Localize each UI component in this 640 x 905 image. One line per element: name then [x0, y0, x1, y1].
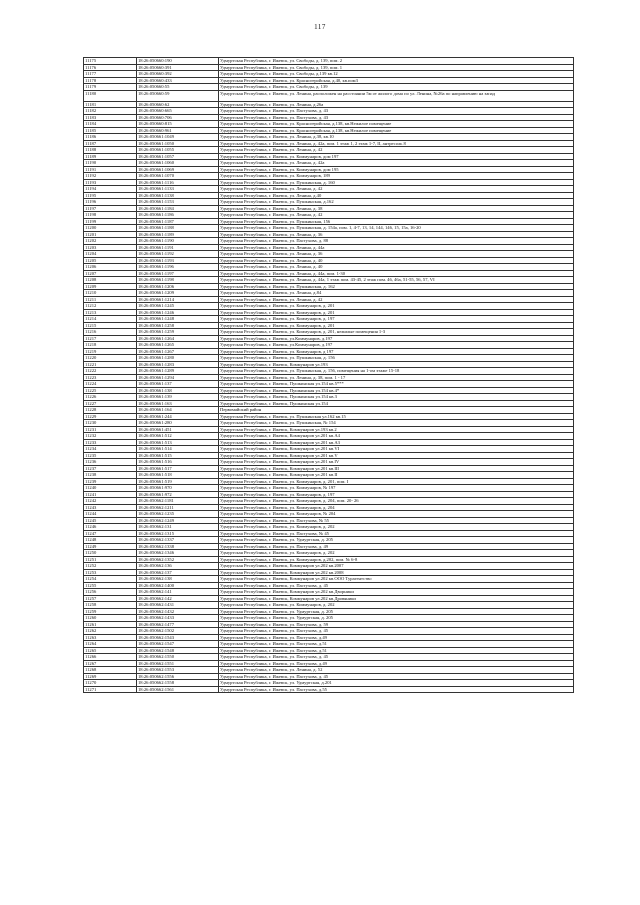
row-number-cell: 11186	[84, 134, 137, 141]
row-number-cell: 11194	[84, 186, 137, 193]
row-number-cell: 11243	[84, 504, 137, 511]
row-number-cell: 11249	[84, 543, 137, 550]
cadastral-number-cell: 18:26:050662:1235	[137, 511, 219, 518]
address-cell: Удмуртская Республика, г. Ижевск, ул. Коммунаров, д. 202	[219, 602, 574, 609]
address-cell: Удмуртская Республика, г. Ижевск, ул. Коммунаров, д. 204	[219, 504, 574, 511]
row-number-cell: 11211	[84, 296, 137, 303]
cadastral-number-cell: 18:26:050662:1433	[137, 615, 219, 622]
row-number-cell: 11197	[84, 205, 137, 212]
cadastral-number-cell: 18:26:050661:1192	[137, 251, 219, 258]
cadastral-number-cell: 18:26:050661:1070	[137, 173, 219, 180]
cadastral-number-cell: 18:26:050660:961	[137, 127, 219, 134]
row-number-cell: 11219	[84, 348, 137, 355]
cadastral-number-cell: 18:26:050661:1138	[137, 192, 219, 199]
address-cell: Удмуртская Республика, г. Ижевск, ул. Коммунаров, д.202, пом. № 6-8	[219, 556, 574, 563]
row-number-cell: 11259	[84, 608, 137, 615]
row-number-cell: 11251	[84, 556, 137, 563]
row-number-cell: 11196	[84, 199, 137, 206]
address-cell: Удмуртская Республика, г. Ижевск, Коммунаров ул.202 кв.2008	[219, 569, 574, 576]
address-cell: Удмуртская Республика, г. Ижевск, ул. Коммунаров, д. 201, нежилые помещения 1-3	[219, 329, 574, 336]
address-cell: Удмуртская Республика, г. Ижевск, Коммунаров ул.201 кв.А4	[219, 433, 574, 440]
cadastral-number-cell: 18:26:050662:138	[137, 576, 219, 583]
row-number-cell: 11188	[84, 147, 137, 154]
address-cell: Удмуртская Республика, г. Ижевск, ул. Ленина, д. 42	[219, 186, 574, 193]
cadastral-number-cell: 18:26:050661:1214	[137, 296, 219, 303]
address-cell: Удмуртская Республика, г. Ижевск, ул. Удмуртская, д. 205	[219, 537, 574, 544]
cadastral-number-cell: 18:26:050661:517	[137, 465, 219, 472]
address-cell: Удмуртская Республика, г. Ижевск, ул.Коммунаров, д.197	[219, 335, 574, 342]
row-number-cell: 11222	[84, 368, 137, 375]
row-number-cell: 11232	[84, 433, 137, 440]
cadastral-number-cell: 18:26:050661:451	[137, 426, 219, 433]
address-cell: Удмуртская Республика, г. Ижевск, ул. Свободы, д. 139, пом. 1	[219, 64, 574, 71]
cadastral-number-cell: 18:26:050662:1400	[137, 582, 219, 589]
address-cell: Удмуртская Республика, г. Ижевск, Коммунаров ул.193 кв.2	[219, 426, 574, 433]
cadastral-number-cell: 18:26:050661:1267	[137, 348, 219, 355]
cadastral-number-cell: 18:26:050662:1315	[137, 530, 219, 537]
row-number-cell: 11242	[84, 498, 137, 505]
row-number-cell: 11200	[84, 225, 137, 232]
address-cell: Удмуртская Республика, г. Ижевск, ул. Пастухова, д. 45	[219, 654, 574, 661]
cadastral-number-cell: 18:26:050662:1558	[137, 680, 219, 687]
row-number-cell: 11214	[84, 316, 137, 323]
address-cell: Удмуртская Республика, г. Ижевск, ул. Ленина, д. 42	[219, 147, 574, 154]
cadastral-number-cell: 18:26:050661:514	[137, 446, 219, 453]
cadastral-number-cell: 18:26:050662:137	[137, 569, 219, 576]
address-cell: Удмуртская Республика, г. Ижевск, ул. Свободы, д.139 кв.12	[219, 71, 574, 78]
address-cell: Удмуртская Республика, г. Ижевск, ул. Пушкинская, д. 154а, пом. 1, 4-7, 13, 14, 144, 146, 15, 15а, 16-20	[219, 225, 574, 232]
row-number-cell: 11190	[84, 160, 137, 167]
address-cell: Удмуртская Республика, г. Ижевск, Коммунаров ул.202 кв.2007	[219, 563, 574, 570]
cadastral-number-cell: 18:26:050661:1060	[137, 160, 219, 167]
cadastral-number-cell: 18:26:050661:970	[137, 485, 219, 492]
cadastral-number-cell: 18:26:050662:1561	[137, 686, 219, 693]
row-number-cell: 11176	[84, 64, 137, 71]
row-number-cell: 11203	[84, 244, 137, 251]
address-cell: Удмуртская Республика, г. Ижевск, Коммунаров ул.202 кв.Дровяники	[219, 595, 574, 602]
address-cell: Удмуртская Республика, г. Ижевск, ул. Ленина, д. 42а	[219, 160, 574, 167]
cadastral-number-cell: 18:26:050662:1547	[137, 641, 219, 648]
cadastral-number-cell: 18:26:050660:433	[137, 77, 219, 84]
address-cell: Удмуртская Республика, г. Ижевск, ул. Коммунаров, д. 202	[219, 524, 574, 531]
address-cell: Удмуртская Республика, г. Ижевск, ул. Ленина, д.26а	[219, 101, 574, 108]
address-cell: Удмуртская Республика, г. Ижевск, Коммунаров ул.202 кв.Дворники	[219, 589, 574, 596]
row-number-cell: 11233	[84, 439, 137, 446]
row-number-cell: 11210	[84, 290, 137, 297]
cadastral-number-cell: 18:26:050661:1280	[137, 355, 219, 362]
row-number-cell: 11228	[84, 407, 137, 414]
row-number-cell: 11215	[84, 322, 137, 329]
address-cell: Удмуртская Республика, г. Ижевск, ул. Ленина, д. 52	[219, 667, 574, 674]
address-cell: Удмуртская Республика, г. Ижевск, ул. Ленина, д. 44а, 1 этаж пом. 43-45, 2 этаж пом. 46, 46а, 51-55, 56, 57, VI	[219, 277, 574, 284]
address-cell: Удмуртская Республика, г. Ижевск, ул. Ленина, д. 42а, пом. 1 этаж 1, 2 этаж 1-7, II, антресоль 8	[219, 140, 574, 147]
cadastral-number-cell: 18:26:050660:190	[137, 58, 219, 65]
cadastral-number-cell: 18:26:050662:1550	[137, 654, 219, 661]
address-cell: Удмуртская Республика, г. Ижевск, ул. Удмуртская, д. 205	[219, 608, 574, 615]
address-cell: Удмуртская Республика, г. Ижевск, Коммунаров ул.201 кв.IV	[219, 459, 574, 466]
address-cell: Удмуртская Республика, г. Ижевск, ул. Ленина, д.40	[219, 192, 574, 199]
row-number-cell: 11223	[84, 374, 137, 381]
address-cell: Удмуртская Республика, г. Ижевск, ул. Ленина, д. 42	[219, 212, 574, 219]
address-cell: Удмуртская Республика, г. Ижевск, ул. Свободы, д. 139	[219, 84, 574, 91]
row-number-cell: 11216	[84, 329, 137, 336]
cadastral-number-cell: 18:26:050661:1133	[137, 186, 219, 193]
row-number-cell: 11260	[84, 615, 137, 622]
cadastral-number-cell: 18:26:050660:59	[137, 90, 219, 101]
row-number-cell: 11246	[84, 524, 137, 531]
address-cell: Удмуртская Республика, г. Ижевск, ул. Красногеройская, д.138, кв.Нежилое помещение	[219, 127, 574, 134]
address-cell: Удмуртская Республика, г. Ижевск, ул. Пастухова, д. 88	[219, 238, 574, 245]
cadastral-number-cell: 18:26:050662:1249	[137, 517, 219, 524]
row-number-cell: 11257	[84, 595, 137, 602]
cadastral-number-cell: 18:26:050661:139	[137, 394, 219, 401]
address-cell: Удмуртская Республика, г. Ижевск, Пушкинская ул.154 кв.3	[219, 394, 574, 401]
cadastral-number-cell: 18:26:050662:1432	[137, 608, 219, 615]
row-number-cell: 11252	[84, 563, 137, 570]
address-cell: Удмуртская Республика, г. Ижевск, ул. Ленина, д. 42	[219, 296, 574, 303]
cadastral-number-cell: 18:26:050661:1294	[137, 374, 219, 381]
row-number-cell: 11237	[84, 465, 137, 472]
address-cell: Удмуртская Республика, г. Ижевск, ул. Коммунаров, д. 202	[219, 550, 574, 557]
address-cell: Удмуртская Республика, г. Ижевск, ул. Коммунаров, д. 197	[219, 491, 574, 498]
cadastral-number-cell: 18:26:050660:62	[137, 101, 219, 108]
row-number-cell: 11205	[84, 257, 137, 264]
row-number-cell: 11187	[84, 140, 137, 147]
address-cell: Удмуртская Республика, г. Ижевск, ул. Пастухова, д.51	[219, 647, 574, 654]
row-number-cell: 11241	[84, 491, 137, 498]
row-number-cell: 11217	[84, 335, 137, 342]
cadastral-number-cell: 18:26:050662:1338	[137, 543, 219, 550]
cadastral-number-cell: 18:26:050661:1188	[137, 225, 219, 232]
row-number-cell: 11270	[84, 680, 137, 687]
cadastral-number-cell: 18:26:050661:1264	[137, 335, 219, 342]
cadastral-number-cell: 18:26:050662:131	[137, 524, 219, 531]
cadastral-number-cell: 18:26:050661:1259	[137, 329, 219, 336]
cadastral-number-cell: 18:26:050662:1346	[137, 550, 219, 557]
address-cell: Удмуртская Республика, г. Ижевск, ул. Пастухова, д. 49	[219, 543, 574, 550]
address-cell: Удмуртская Республика, г. Ижевск, ул. Красногеройская, д.138, кв.Нежилое помещение	[219, 121, 574, 128]
address-cell: Удмуртская Республика, г. Ижевск, ул. Ленина, д. 38	[219, 205, 574, 212]
row-number-cell: 11221	[84, 361, 137, 368]
address-cell: Удмуртская Республика, г. Ижевск, ул. Коммунаров, д. 204, пом. 20- 26	[219, 498, 574, 505]
cadastral-number-cell: 18:26:050661:164	[137, 407, 219, 414]
row-number-cell: 11182	[84, 108, 137, 115]
row-number-cell: 11266	[84, 654, 137, 661]
row-number-cell: 11224	[84, 381, 137, 388]
cadastral-number-cell: 18:26:050661:1209	[137, 290, 219, 297]
address-cell: Удмуртская Республика, г. Ижевск, ул. Пушкинская ул.162 кв.15	[219, 413, 574, 420]
address-cell: Удмуртская Республика, г. Ижевск, ул. Пастухова, д. 43	[219, 108, 574, 115]
address-cell: Удмуртская Республика, г. Ижевск, ул. Коммунаров, № 204	[219, 511, 574, 518]
cadastral-number-cell: 18:26:050661:1245	[137, 303, 219, 310]
cadastral-number-cell: 18:26:050661:280	[137, 420, 219, 427]
row-number-cell: 11189	[84, 153, 137, 160]
address-cell: Удмуртская Республика, г. Ижевск, ул. Пушкинская, д. 160	[219, 179, 574, 186]
cadastral-number-cell: 18:26:050661:1116	[137, 179, 219, 186]
row-number-cell: 11179	[84, 84, 137, 91]
address-cell: Удмуртская Республика, г. Ижевск, ул. Ленина, д. 40	[219, 264, 574, 271]
row-number-cell: 11209	[84, 283, 137, 290]
cadastral-number-cell: 18:26:050660:815	[137, 121, 219, 128]
cadastral-number-cell: 18:26:050661:1184	[137, 205, 219, 212]
cadastral-number-cell: 18:26:050661:1186	[137, 212, 219, 219]
cadastral-number-cell: 18:26:050661:1069	[137, 166, 219, 173]
cadastral-number-cell: 18:26:050661:1206	[137, 283, 219, 290]
cadastral-number-cell: 18:26:050661:138	[137, 387, 219, 394]
row-number-cell: 11254	[84, 576, 137, 583]
cadastral-number-cell: 18:26:050661:1057	[137, 153, 219, 160]
address-cell: Удмуртская Республика, г. Ижевск, ул. Ленина, д. 44а, пом. 1-30	[219, 270, 574, 277]
address-cell: Удмуртская Республика, г. Ижевск, ул. Ленина, д. 38, пом. 1 - 17	[219, 374, 574, 381]
cadastral-number-cell: 18:26:050662:1551	[137, 660, 219, 667]
cadastral-number-cell: 18:26:050661:1153	[137, 199, 219, 206]
address-cell: Удмуртская Республика, г. Ижевск, Пушкинская ул.154 кв.4*	[219, 387, 574, 394]
row-number-cell: 11198	[84, 212, 137, 219]
address-cell: Удмуртская Республика, г. Ижевск, Коммунаров ул.201 кв.V	[219, 452, 574, 459]
row-number-cell: 11225	[84, 387, 137, 394]
address-cell: Удмуртская Республика, г. Ижевск, ул. Пастухова, д.55	[219, 686, 574, 693]
row-number-cell: 11199	[84, 218, 137, 225]
row-number-cell: 11227	[84, 400, 137, 407]
row-number-cell: 11245	[84, 517, 137, 524]
row-number-cell: 11207	[84, 270, 137, 277]
cadastral-number-cell: 18:26:050661:1189	[137, 231, 219, 238]
address-cell: Удмуртская Республика, г. Ижевск, ул. Пастухова, д. 43	[219, 114, 574, 121]
address-cell: Удмуртская Республика, г. Ижевск, ул. Пушкинская, д.162	[219, 199, 574, 206]
row-number-cell: 11230	[84, 420, 137, 427]
cadastral-number-cell: 18:26:050660:392	[137, 71, 219, 78]
address-cell: Удмуртская Республика, г. Ижевск, ул. Удмуртская, д.201	[219, 680, 574, 687]
cadastral-number-cell: 18:26:050662:1548	[137, 647, 219, 654]
address-cell: Удмуртская Республика, г. Ижевск, ул. Пастухова, д.49	[219, 634, 574, 641]
cadastral-number-cell: 18:26:050662:1477	[137, 621, 219, 628]
cadastral-number-cell: 18:26:050662:1352	[137, 556, 219, 563]
address-cell: Удмуртская Республика, г. Ижевск, ул. Коммунаров, д. 201	[219, 309, 574, 316]
row-number-cell: 11261	[84, 621, 137, 628]
row-number-cell: 11229	[84, 413, 137, 420]
row-number-cell: 11256	[84, 589, 137, 596]
row-number-cell: 11265	[84, 647, 137, 654]
row-number-cell: 11264	[84, 641, 137, 648]
row-number-cell: 11220	[84, 355, 137, 362]
cadastral-number-cell: 18:26:050661:972	[137, 491, 219, 498]
cadastral-number-cell: 18:26:050662:1337	[137, 537, 219, 544]
address-cell: Удмуртская Республика, г. Ижевск, ул.Коммунаров, д.197	[219, 342, 574, 349]
address-cell: Удмуртская Республика, г. Ижевск, ул. Пушкинская, д. 162	[219, 283, 574, 290]
cadastral-number-cell: 18:26:050661:1050	[137, 140, 219, 147]
row-number-cell: 11177	[84, 71, 137, 78]
address-cell: Удмуртская Республика, г. Ижевск, ул. Пастухова, д. 45	[219, 582, 574, 589]
address-cell: Удмуртская Республика, г. Ижевск, Коммунаров ул.202 кв.ООО Турагентство	[219, 576, 574, 583]
row-number-cell: 11206	[84, 264, 137, 271]
address-cell: Удмуртская Республика, г. Ижевск, ул. Коммунаров, д. 201, пом. I	[219, 478, 574, 485]
row-number-cell: 11262	[84, 628, 137, 635]
row-number-cell: 11181	[84, 101, 137, 108]
address-cell: Удмуртская Республика, г. Ижевск, ул. Коммунаров, дом 197	[219, 153, 574, 160]
address-cell: Удмуртская Республика, г. Ижевск, ул. Пастухова, д. 59	[219, 621, 574, 628]
cadastral-number-cell: 18:26:050661:516	[137, 459, 219, 466]
row-number-cell: 11184	[84, 121, 137, 128]
address-cell: Удмуртская Республика, г. Ижевск, ул. Ленина, расположен на расстоянии 5м от жилого дома по ул. Ленина, №26а по направлению на запад	[219, 90, 574, 101]
address-cell: Удмуртская Республика, г. Ижевск, ул. Ленина, д. 36	[219, 251, 574, 258]
row-number-cell: 11271	[84, 686, 137, 693]
address-cell: Удмуртская Республика, г. Ижевск, ул. Коммунаров, д. 197	[219, 316, 574, 323]
address-cell: Удмуртская Республика, г. Ижевск, ул. Пастухова, д. 45	[219, 673, 574, 680]
cadastral-number-cell: 18:26:050661:163	[137, 400, 219, 407]
cadastral-number-cell: 18:26:050662:1211	[137, 504, 219, 511]
row-number-cell: 11213	[84, 309, 137, 316]
address-cell: Удмуртская Республика, г. Ижевск, ул. Пастухова, д.49	[219, 660, 574, 667]
row-number-cell: 11201	[84, 231, 137, 238]
cadastral-number-cell: 18:26:050661:1193	[137, 257, 219, 264]
row-number-cell: 11250	[84, 550, 137, 557]
row-number-cell: 11268	[84, 667, 137, 674]
row-number-cell: 11244	[84, 511, 137, 518]
cadastral-number-cell: 18:26:050661:1265	[137, 342, 219, 349]
row-number-cell: 11255	[84, 582, 137, 589]
cadastral-number-cell: 18:26:050661:1246	[137, 309, 219, 316]
cadastral-number-cell: 18:26:050660:391	[137, 64, 219, 71]
cadastral-number-cell: 18:26:050661:1187	[137, 218, 219, 225]
address-cell: Удмуртская Республика, г. Ижевск, ул. Ленина, д. 40	[219, 257, 574, 264]
address-cell: Удмуртская Республика, г. Ижевск, ул. Ленина, д.38, кв.10	[219, 134, 574, 141]
row-number-cell: 11231	[84, 426, 137, 433]
address-cell: Удмуртская Республика, г. Ижевск, ул. Ленина, д. 36	[219, 231, 574, 238]
cadastral-number-cell: 18:26:050661:244	[137, 413, 219, 420]
address-cell: Удмуртская Республика, г. Ижевск, ул. Пушкинская, д. 156	[219, 355, 574, 362]
page-number: 117	[314, 23, 326, 31]
row-number-cell: 11178	[84, 77, 137, 84]
address-cell: Удмуртская Республика, г. Ижевск, Коммунаров ул.201 кв.VI	[219, 446, 574, 453]
table-row	[84, 686, 574, 693]
address-cell: Удмуртская Республика, г. Ижевск, ул. Пушкинская, д. 156, помещения на 1-ом этаже 15-18	[219, 368, 574, 375]
row-number-cell: 11208	[84, 277, 137, 284]
row-number-cell: 11175	[84, 58, 137, 65]
cadastral-number-cell: 18:26:050661:1289	[137, 368, 219, 375]
row-number-cell: 11204	[84, 251, 137, 258]
row-number-cell: 11180	[84, 90, 137, 101]
address-cell: Удмуртская Республика, г. Ижевск, ул. Красногеройская, д.40, кв.пом3	[219, 77, 574, 84]
cadastral-number-cell: 18:26:050661:1190	[137, 238, 219, 245]
address-cell: Удмуртская Республика, г. Ижевск, Пушкинская ул.154	[219, 400, 574, 407]
cadastral-number-cell: 18:26:050662:136	[137, 563, 219, 570]
address-cell: Удмуртская Республика, г. Ижевск, ул. Пастухова, № 45	[219, 530, 574, 537]
cadastral-number-cell: 18:26:050661:1258	[137, 322, 219, 329]
row-number-cell: 11191	[84, 166, 137, 173]
cadastral-number-cell: 18:26:050661:513	[137, 439, 219, 446]
row-number-cell: 11192	[84, 173, 137, 180]
address-cell: Удмуртская Республика, г. Ижевск, ул. Удмуртская, д. 205	[219, 615, 574, 622]
cadastral-number-cell: 18:26:050661:1198	[137, 277, 219, 284]
cadastral-number-cell: 18:26:050661:1196	[137, 264, 219, 271]
address-cell: Удмуртская Республика, г. Ижевск, ул. Ленина, д. 44а	[219, 244, 574, 251]
address-cell: Удмуртская Республика, г. Ижевск, Коммунаров ул.201 кв.III	[219, 465, 574, 472]
address-cell: Удмуртская Республика, г. Ижевск, ул. Пастухова, д. 45	[219, 628, 574, 635]
row-number-cell: 11239	[84, 478, 137, 485]
register-table-body	[84, 58, 574, 693]
cadastral-number-cell: 18:26:050660:665	[137, 108, 219, 115]
cadastral-number-cell: 18:26:050662:1181	[137, 498, 219, 505]
cadastral-number-cell: 18:26:050661:137	[137, 381, 219, 388]
row-number-cell: 11240	[84, 485, 137, 492]
cadastral-number-cell: 18:26:050661:1055	[137, 147, 219, 154]
address-cell: Удмуртская Республика, г. Ижевск, ул. Пастухова, д.51	[219, 641, 574, 648]
cadastral-number-cell: 18:26:050662:1543	[137, 634, 219, 641]
row-number-cell: 11218	[84, 342, 137, 349]
address-cell: Удмуртская Республика, г. Ижевск, ул. Пушкинская, № 154	[219, 420, 574, 427]
cadastral-number-cell: 18:26:050662:1502	[137, 628, 219, 635]
address-cell: Удмуртская Республика, г. Ижевск, ул. Коммунаров, д. 201	[219, 303, 574, 310]
row-number-cell: 11258	[84, 602, 137, 609]
row-number-cell: 11263	[84, 634, 137, 641]
register-table	[83, 57, 574, 693]
address-cell: Удмуртская Республика, г. Ижевск, Пушкинская ул.154 кв.5***	[219, 381, 574, 388]
table-row	[84, 90, 574, 101]
address-cell: Удмуртская Республика, г. Ижевск, ул. Свободы, д. 139, пом. 2	[219, 58, 574, 65]
cadastral-number-cell: 18:26:050660:55	[137, 84, 219, 91]
cadastral-number-cell: 18:26:050661:1248	[137, 316, 219, 323]
address-cell: Удмуртская Республика, г. Ижевск, ул. Коммунаров, 189	[219, 173, 574, 180]
cadastral-number-cell: 18:26:050661:515	[137, 452, 219, 459]
cadastral-number-cell: 18:26:050662:1553	[137, 667, 219, 674]
cadastral-number-cell: 18:26:050661:1049	[137, 134, 219, 141]
cadastral-number-cell: 18:26:050662:141	[137, 589, 219, 596]
address-cell: Удмуртская Республика, г. Ижевск, ул. Ленина, д.84	[219, 290, 574, 297]
address-cell: Удмуртская Республика, г. Ижевск, ул. Коммунаров, дом 195	[219, 166, 574, 173]
address-cell: Удмуртская Республика, г. Ижевск, ул. Коммунаров, д 197	[219, 348, 574, 355]
row-number-cell: 11253	[84, 569, 137, 576]
row-number-cell: 11248	[84, 537, 137, 544]
cadastral-number-cell: 18:26:050661:1191	[137, 244, 219, 251]
cadastral-number-cell: 18:26:050661:512	[137, 433, 219, 440]
row-number-cell: 11212	[84, 303, 137, 310]
row-number-cell: 11247	[84, 530, 137, 537]
address-cell: Удмуртская Республика, г. Ижевск, ул. Коммунаров, д. 201	[219, 322, 574, 329]
row-number-cell: 11183	[84, 114, 137, 121]
address-cell: Удмуртская Республика, г. Ижевск, ул. Коммунаров, № 197	[219, 485, 574, 492]
cadastral-number-cell: 18:26:050661:1197	[137, 270, 219, 277]
cadastral-number-cell: 18:26:050661:519	[137, 478, 219, 485]
cadastral-number-cell: 18:26:050661:1283	[137, 361, 219, 368]
address-cell: Удмуртская Республика, г. Ижевск, Коммунаров ул.201 кв.II	[219, 472, 574, 479]
address-cell: Удмуртская Республика, г. Ижевск, Коммунаров ул.201 кв.А3	[219, 439, 574, 446]
cadastral-number-cell: 18:26:050660:706	[137, 114, 219, 121]
address-cell: Удмуртская Республика, г. Ижевск, ул. Пастухова, № 55	[219, 517, 574, 524]
row-number-cell: 11185	[84, 127, 137, 134]
address-cell: Удмуртская Республика, г. Ижевск, Коммунаров ул.193	[219, 361, 574, 368]
cadastral-number-cell: 18:26:050662:1431	[137, 602, 219, 609]
row-number-cell: 11236	[84, 459, 137, 466]
row-number-cell: 11267	[84, 660, 137, 667]
row-number-cell: 11202	[84, 238, 137, 245]
address-cell: Первомайский район	[219, 407, 574, 414]
cadastral-number-cell: 18:26:050662:142	[137, 595, 219, 602]
row-number-cell: 11195	[84, 192, 137, 199]
row-number-cell: 11226	[84, 394, 137, 401]
row-number-cell: 11269	[84, 673, 137, 680]
address-cell: Удмуртская Республика, г. Ижевск, ул. Пушкинская, 156	[219, 218, 574, 225]
row-number-cell: 11238	[84, 472, 137, 479]
row-number-cell: 11235	[84, 452, 137, 459]
cadastral-number-cell: 18:26:050661:518	[137, 472, 219, 479]
row-number-cell: 11193	[84, 179, 137, 186]
row-number-cell: 11234	[84, 446, 137, 453]
cadastral-number-cell: 18:26:050662:1556	[137, 673, 219, 680]
